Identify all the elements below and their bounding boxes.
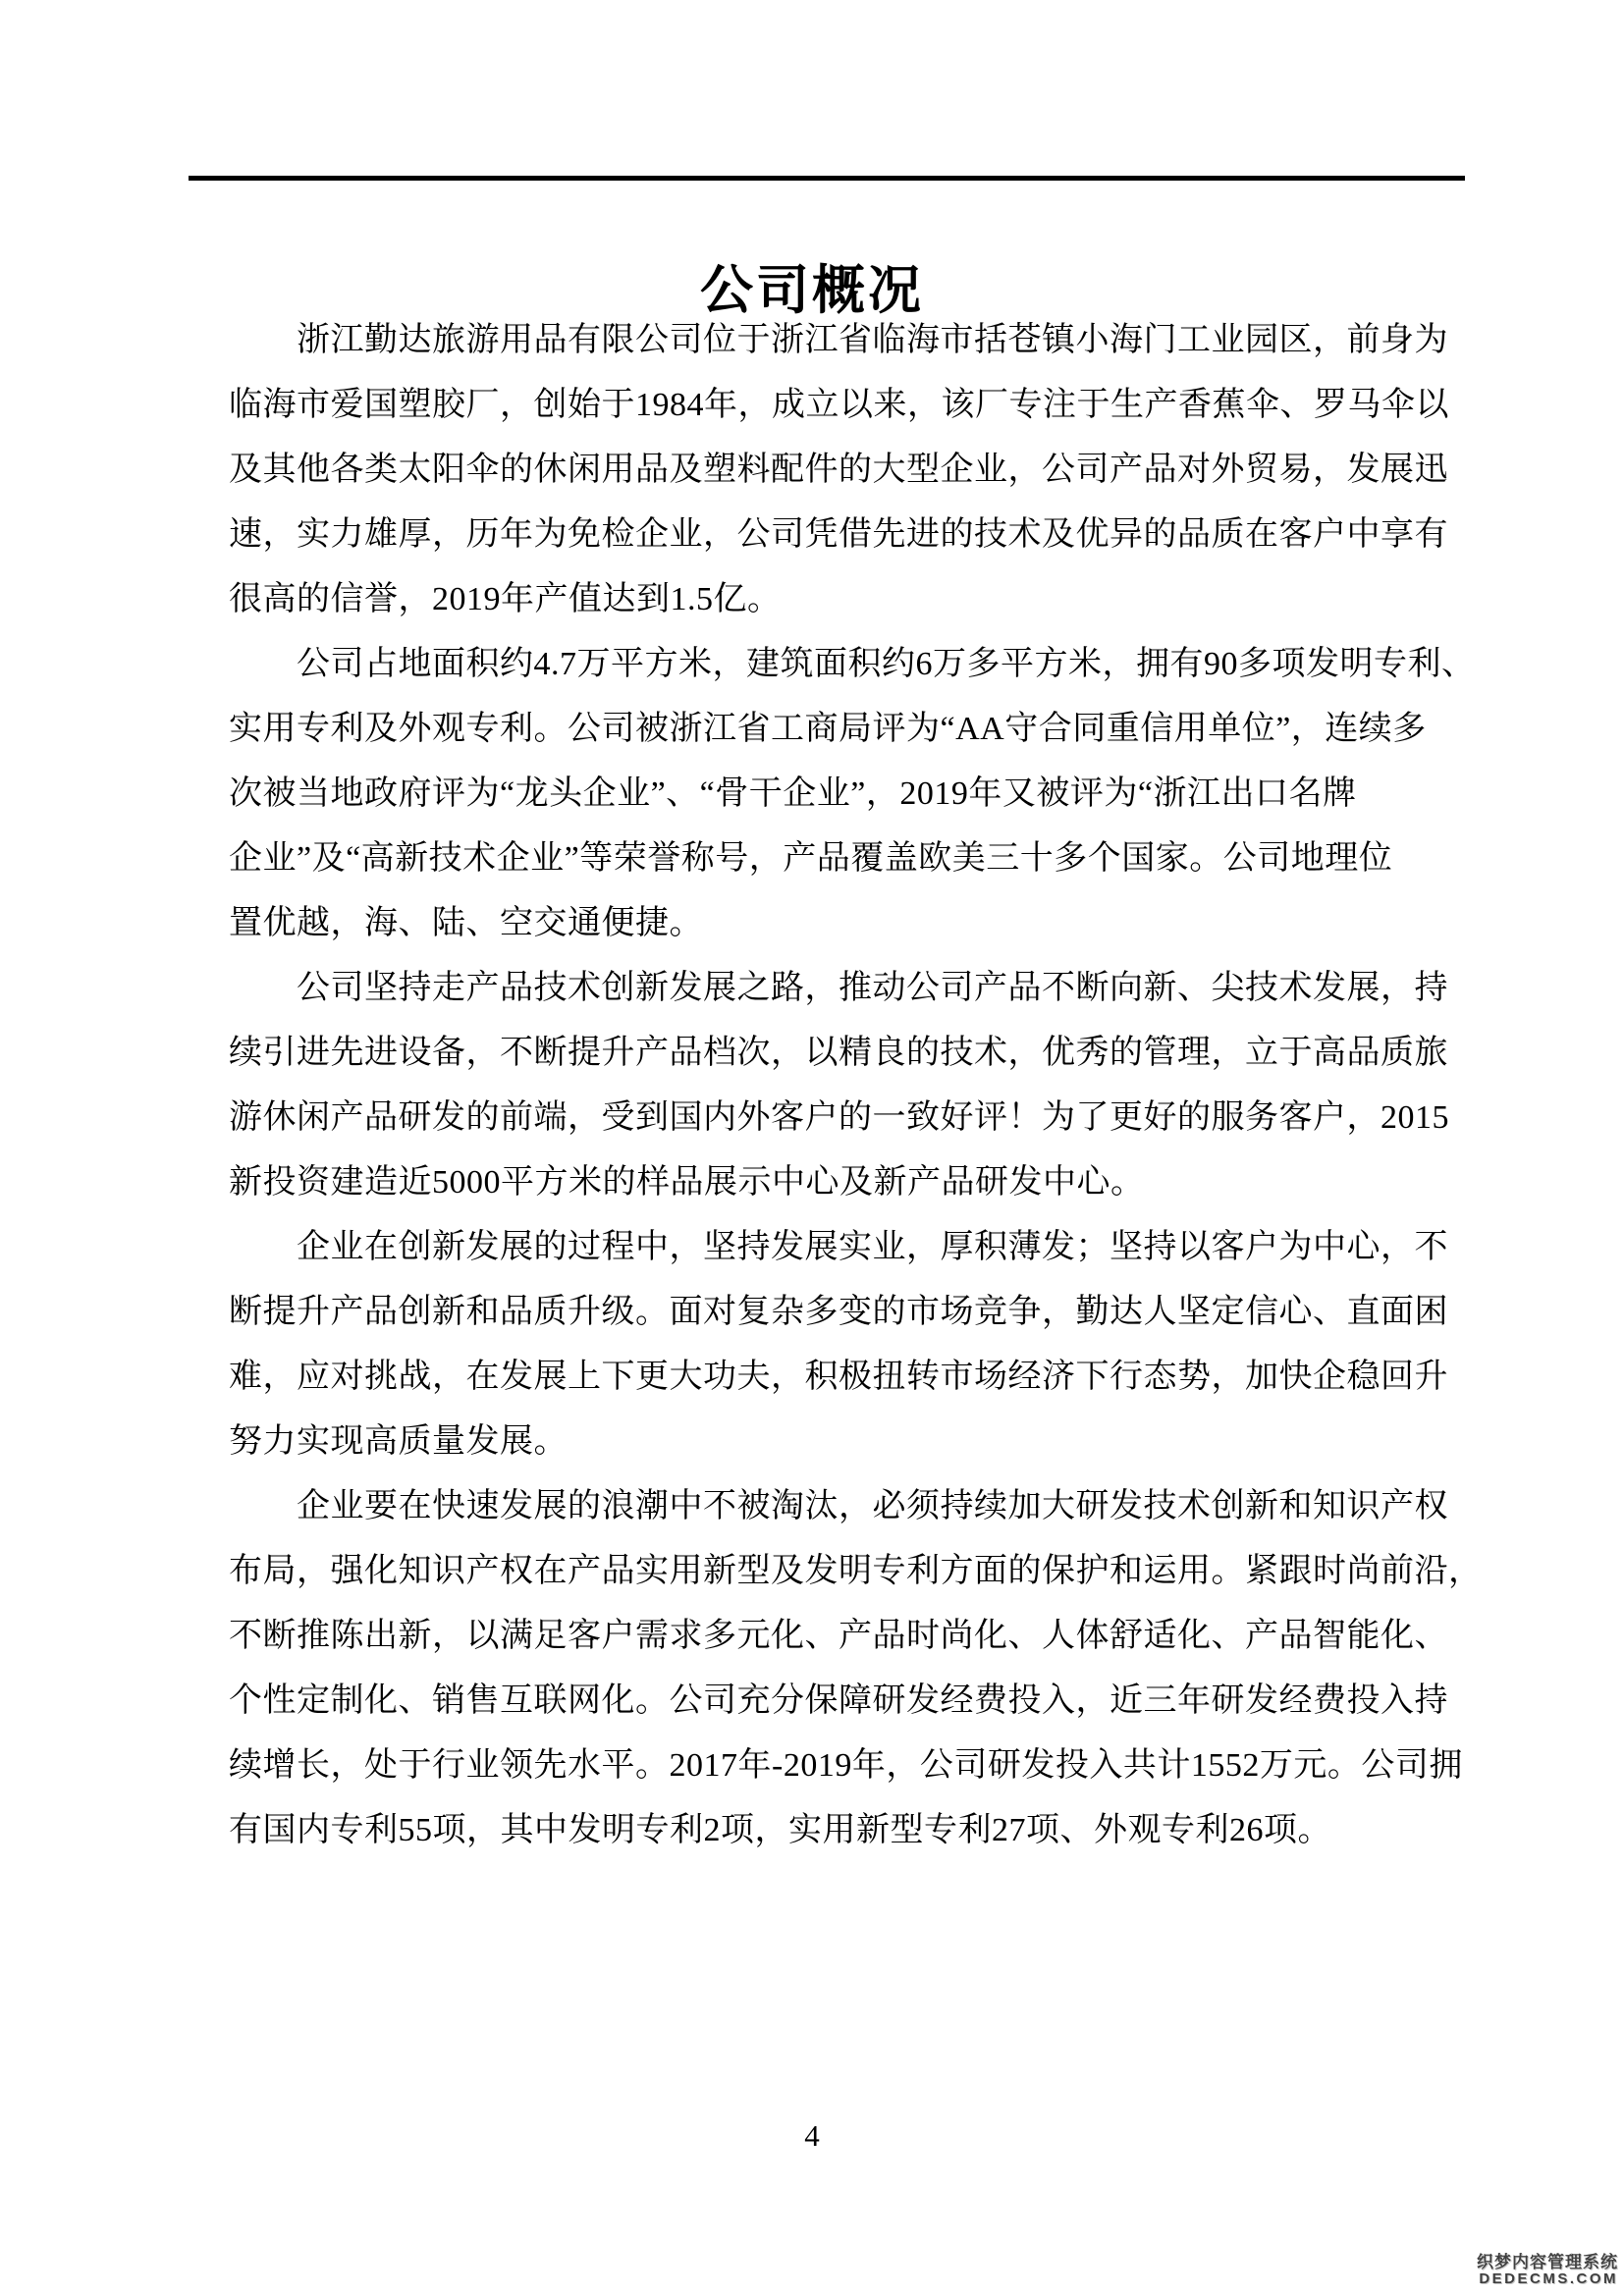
text-line: 置优越，海、陆、空交通便捷。	[229, 905, 703, 941]
text-line: 企业要在快速发展的浪潮中不被淘汰，必须持续加大研发技术创新和知识产权	[297, 1488, 1448, 1524]
text-line: 实用专利及外观专利。公司被浙江省工商局评为“AA守合同重信用单位”，连续多	[229, 711, 1427, 747]
text-line: 公司坚持走产品技术创新发展之路，推动公司产品不断向新、尖技术发展，持	[297, 970, 1448, 1006]
text-line: 临海市爱国塑胶厂，创始于1984年，成立以来，该厂专注于生产香蕉伞、罗马伞以	[229, 387, 1449, 423]
document-body	[229, 308, 1483, 1863]
page-number: 4	[804, 2118, 820, 2153]
text-line: 游休闲产品研发的前端，受到国内外客户的一致好评！为了更好的服务客户，2015	[229, 1099, 1449, 1136]
text-line: 及其他各类太阳伞的休闲用品及塑料配件的大型企业，公司产品对外贸易，发展迅	[229, 452, 1448, 488]
watermark-chinese-text: 织梦内容管理系统	[1477, 2253, 1618, 2271]
text-line: 布局，强化知识产权在产品实用新型及发明专利方面的保护和运用。紧跟时尚前沿，	[229, 1553, 1483, 1589]
text-line: 速，实力雄厚，历年为免检企业，公司凭借先进的技术及优异的品质在客户中享有	[229, 516, 1448, 553]
page-title: 公司概况	[700, 261, 924, 320]
text-line: 新投资建造近5000平方米的样品展示中心及新产品研发中心。	[229, 1164, 1145, 1201]
paragraph-2	[229, 632, 1476, 956]
paragraph-1	[229, 308, 1449, 632]
watermark-dedecms-text: DEDECMS.COM	[1479, 2270, 1618, 2287]
paragraph-5	[229, 1474, 1483, 1863]
text-line: 次被当地政府评为“龙头企业”、“骨干企业”，2019年又被评为“浙江出口名牌	[229, 775, 1357, 812]
text-line: 难，应对挑战，在发展上下更大功夫，积极扭转市场经济下行态势，加快企稳回升	[229, 1359, 1448, 1395]
text-line: 企业在创新发展的过程中，坚持发展实业，厚积薄发；坚持以客户为中心，不	[297, 1229, 1448, 1265]
text-line: 续增长，处于行业领先水平。2017年-2019年，公司研发投入共计1552万元。公司拥	[229, 1747, 1463, 1784]
text-line: 努力实现高质量发展。	[229, 1423, 568, 1460]
paragraph-3	[229, 956, 1449, 1215]
text-line: 企业”及“高新技术企业”等荣誉称号，产品覆盖欧美三十多个国家。公司地理位	[229, 840, 1393, 877]
text-line: 不断推陈出新，以满足客户需求多元化、产品时尚化、人体舒适化、产品智能化、	[229, 1618, 1448, 1654]
text-line: 浙江勤达旅游用品有限公司位于浙江省临海市括苍镇小海门工业园区，前身为	[297, 322, 1448, 358]
paragraph-4	[229, 1215, 1449, 1474]
text-line: 断提升产品创新和品质升级。面对复杂多变的市场竞争，勤达人坚定信心、直面困	[229, 1294, 1448, 1330]
text-line: 很高的信誉，2019年产值达到1.5亿。	[229, 581, 782, 617]
text-line: 个性定制化、销售互联网化。公司充分保障研发经费投入，近三年研发经费投入持	[229, 1682, 1448, 1719]
watermark	[1477, 2253, 1618, 2287]
text-line: 有国内专利55项，其中发明专利2项，实用新型专利27项、外观专利26项。	[229, 1812, 1331, 1848]
header-rule	[189, 176, 1465, 181]
text-line: 续引进先进设备，不断提升产品档次，以精良的技术，优秀的管理，立于高品质旅	[229, 1035, 1448, 1071]
text-line: 公司占地面积约4.7万平方米，建筑面积约6万多平方米，拥有90多项发明专利、	[297, 646, 1476, 682]
